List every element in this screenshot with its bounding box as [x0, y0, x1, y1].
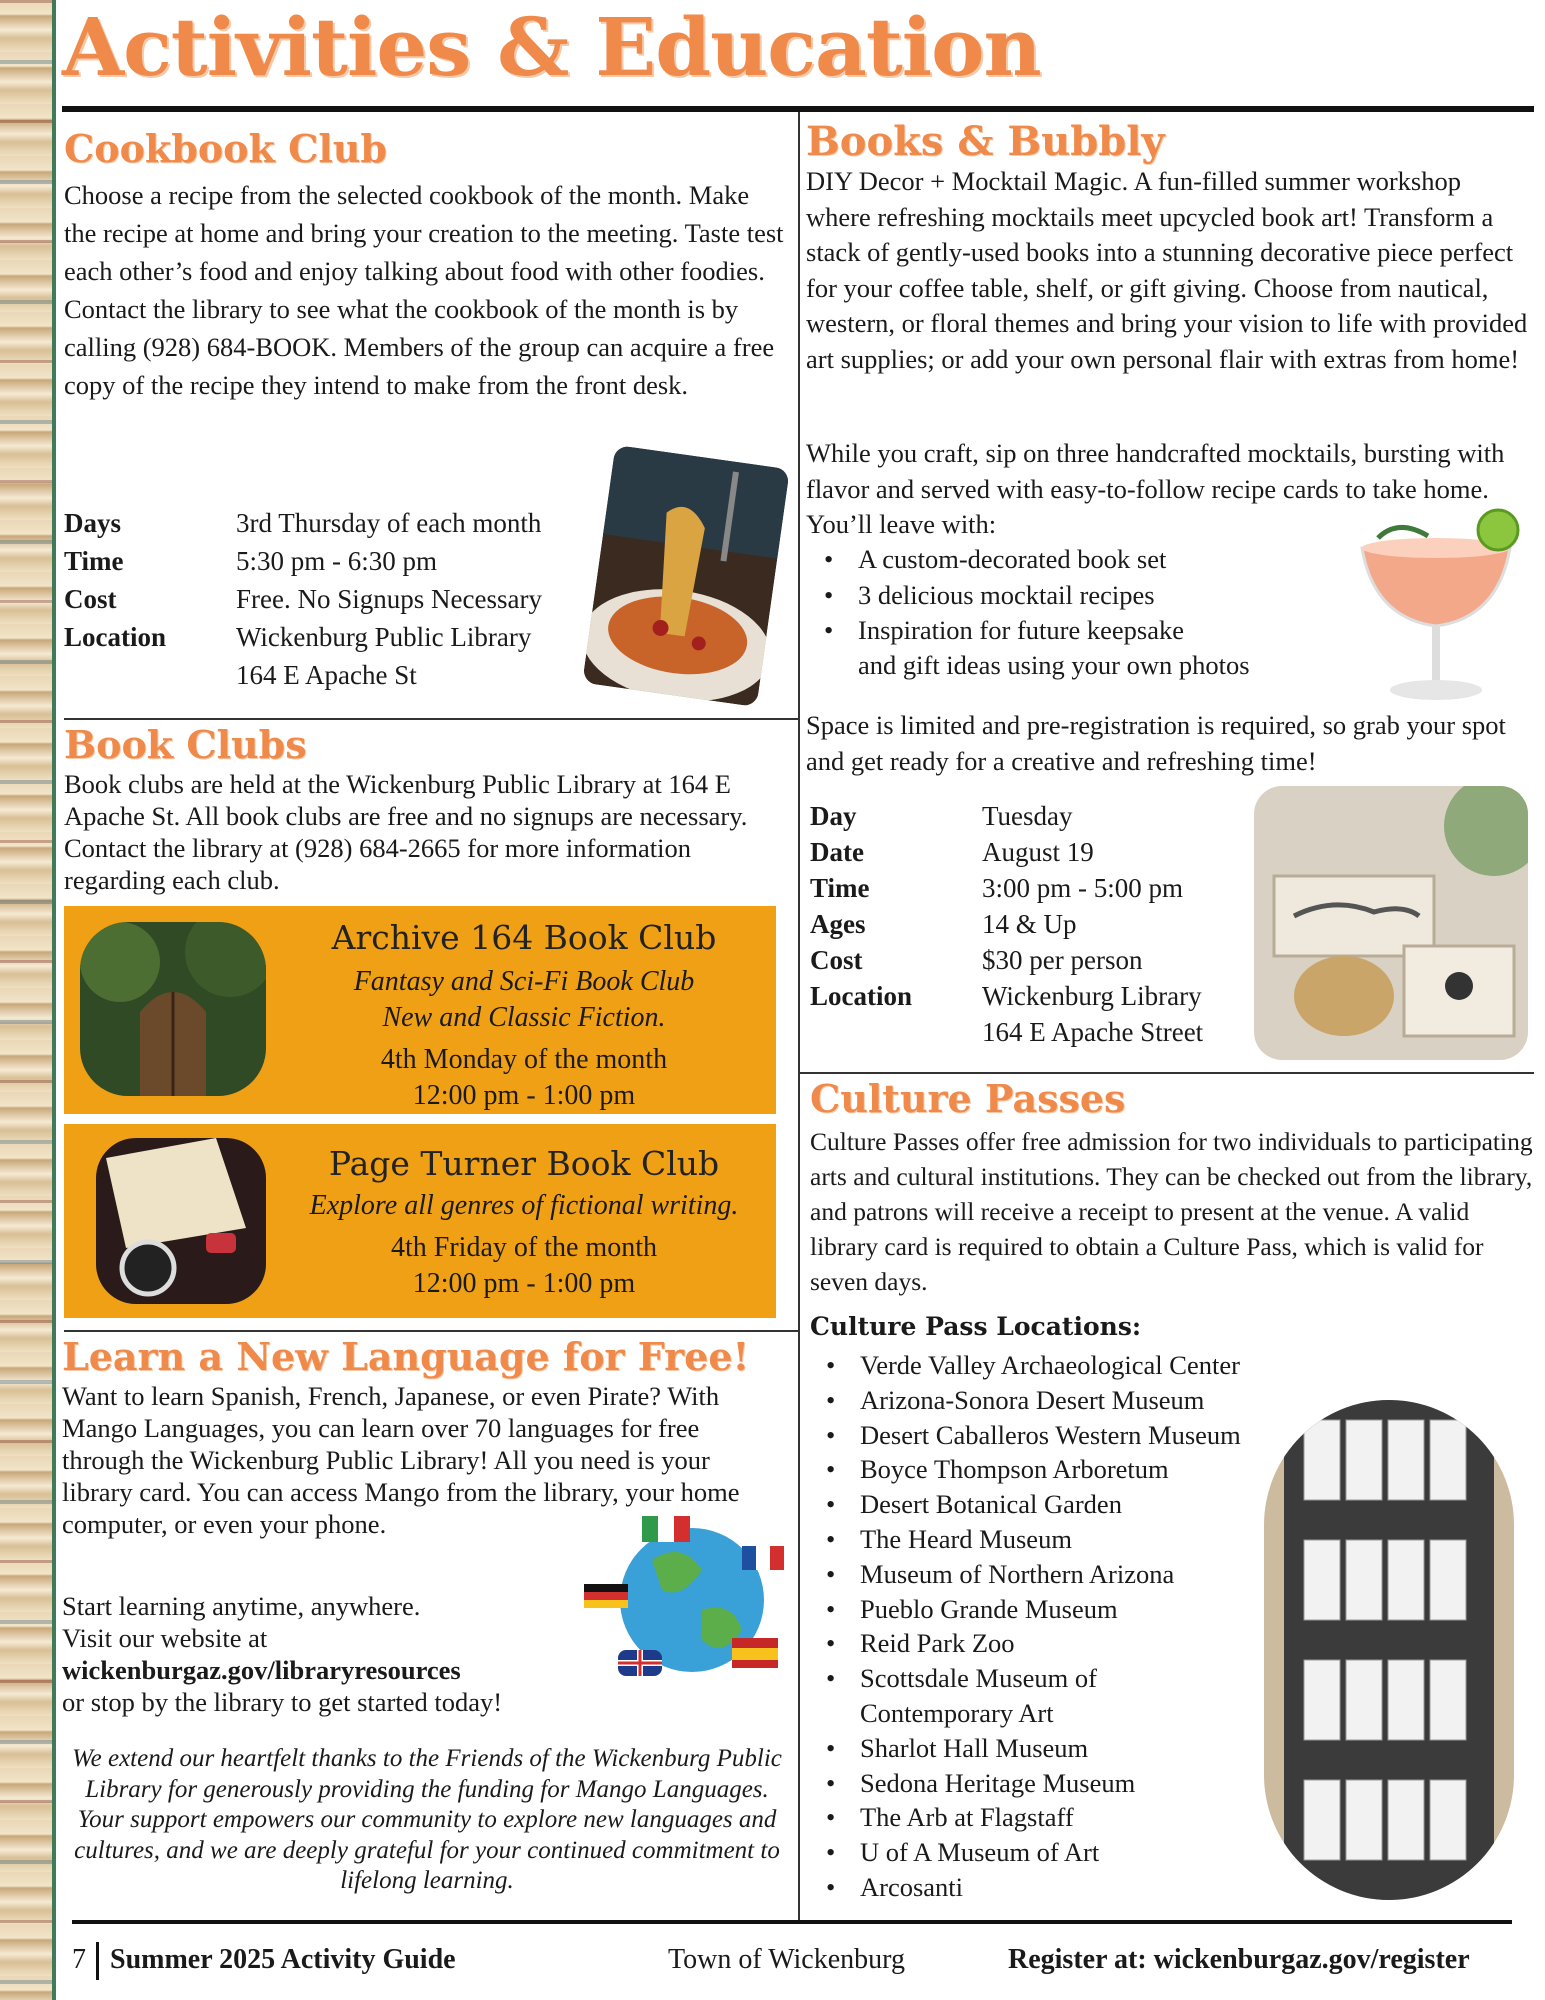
club-genre: Fantasy and Sci-Fi Book Club — [353, 966, 695, 997]
section-divider — [64, 1330, 798, 1332]
detail-label: Cost — [810, 945, 863, 975]
language-description: Want to learn Spanish, French, Japanese, or even Pirate? With Mango Languages, you can learn over 70 languages for free through the Wickenburg Public Library! All you need is your library card. You can access Mango from the library, your home computer, or even your phone. — [62, 1381, 740, 1539]
column-divider — [798, 112, 800, 1920]
detail-value: 3rd Thursday of each month — [236, 508, 542, 538]
culture-pass-locations-list — [808, 1348, 1308, 1905]
book-clubs-description: Book clubs are held at the Wickenburg Public Library at 164 E Apache St. All book clubs are free and no signups are necessary. Contact the library at (928) 684-2665 for more information regarding each club. — [64, 769, 748, 895]
book-clubs-heading: Book Clubs — [64, 722, 307, 767]
detail-value: 3:00 pm - 5:00 pm — [982, 873, 1183, 903]
books-bubbly-craft-text: While you craft, sip on three handcrafted mocktails, bursting with flavor and served with easy-to-follow recipe cards to take home. You’ll leave with: — [806, 438, 1505, 539]
detail-label: Location — [64, 622, 167, 652]
page-number: 7 — [72, 1944, 86, 1975]
detail-value: 164 E Apache Street — [982, 1017, 1204, 1047]
page-turner-book-club-card — [64, 1124, 776, 1318]
list-item: • Museum of Northern Arizona — [808, 1557, 1308, 1592]
club-time: 12:00 pm - 1:00 pm — [412, 1268, 636, 1299]
page-title: Activities & Education — [62, 0, 1041, 94]
town-name: Town of Wickenburg — [668, 1944, 905, 1975]
section-divider — [800, 1072, 1534, 1074]
storybook-door-image — [80, 922, 266, 1096]
detail-value: Wickenburg Public Library — [236, 622, 532, 652]
list-item-continuation: Contemporary Art — [860, 1697, 1054, 1728]
list-item: • Arizona-Sonora Desert Museum — [808, 1383, 1308, 1418]
footer-separator — [96, 1942, 99, 1980]
detail-value: 164 E Apache St — [236, 660, 417, 690]
culture-passes-heading: Culture Passes — [810, 1076, 1126, 1121]
reading-book-image — [96, 1138, 266, 1304]
list-item: • Verde Valley Archaeological Center — [808, 1348, 1308, 1383]
books-bubbly-details — [810, 798, 1250, 1058]
detail-value: Tuesday — [982, 801, 1073, 831]
detail-label: Time — [64, 546, 124, 576]
cookbook-club-details — [64, 504, 624, 704]
detail-label: Day — [810, 801, 857, 831]
list-item: • A custom-decorated book set — [806, 542, 1326, 578]
list-item: • Boyce Thompson Arboretum — [808, 1452, 1308, 1487]
books-bubbly-heading: Books & Bubbly — [806, 118, 1165, 165]
culture-pass-rack-image — [1264, 1400, 1514, 1900]
list-item: • Desert Caballeros Western Museum — [808, 1418, 1308, 1453]
club-name: Page Turner Book Club — [328, 1144, 720, 1183]
club-schedule: 4th Monday of the month — [380, 1044, 668, 1075]
books-bubbly-takeaways — [806, 542, 1326, 649]
library-resources-link[interactable]: wickenburgaz.gov/libraryresources — [62, 1655, 461, 1685]
detail-value: 5:30 pm - 6:30 pm — [236, 546, 437, 576]
club-genre: Explore all genres of fictional writing. — [309, 1190, 739, 1221]
club-genre-secondary: New and Classic Fiction. — [382, 1002, 666, 1033]
culture-passes-description: Culture Passes offer free admission for two individuals to participating arts and cultural institutions. They can be checked out from the library, and patrons will receive a receipt to present at the venue. A valid library card is required to obtain a Culture Pass, which is valid for seven days. — [810, 1127, 1533, 1296]
detail-value: Wickenburg Library — [982, 981, 1202, 1011]
cookbook-club-description: Choose a recipe from the selected cookbook of the month. Make the recipe at home and bring your creation to the meeting. Taste test each other’s food and enjoy talking about food with other foodies. Contact the library to see what the cookbook of the month is by calling (928) 684-BOOK. Members of the group can acquire a free copy of the recipe they intend to make from the front desk. — [64, 180, 784, 400]
list-item: • Inspiration for future keepsake — [806, 613, 1326, 649]
club-time: 12:00 pm - 1:00 pm — [412, 1080, 636, 1111]
language-tagline: Start learning anytime, anywhere. — [62, 1591, 421, 1621]
detail-label: Date — [810, 837, 864, 867]
detail-label: Location — [810, 981, 913, 1011]
globe-flags-icon — [582, 1510, 792, 1680]
friends-of-library-thanks: We extend our heartfelt thanks to the Friends of the Wickenburg Public Library for generously providing the funding for Mango Languages. Your support empowers our community to explore new languages and cultures, and we are deeply grateful for your continued commitment to lifelong learning. — [72, 1745, 782, 1894]
list-item: • Sharlot Hall Museum — [808, 1731, 1308, 1766]
guide-title: Summer 2025 Activity Guide — [110, 1944, 456, 1975]
club-schedule: 4th Friday of the month — [391, 1232, 657, 1263]
detail-label: Ages — [810, 909, 866, 939]
list-item: • Scottsdale Museum of — [808, 1661, 1308, 1696]
archive-164-book-club-card — [64, 906, 776, 1114]
language-visit-library-text: or stop by the library to get started today! — [62, 1687, 503, 1717]
culture-pass-locations-heading: Culture Pass Locations: — [810, 1312, 1142, 1341]
register-link[interactable]: Register at: wickenburgaz.gov/register — [1008, 1944, 1470, 1975]
language-heading: Learn a New Language for Free! — [62, 1334, 750, 1379]
pasta-dish-image — [582, 445, 790, 707]
list-item: • Sedona Heritage Museum — [808, 1766, 1308, 1801]
books-bubbly-description: DIY Decor + Mocktail Magic. A fun-filled summer workshop where refreshing mocktails meet upcycled book art! Transform a stack of gently-used books into a stunning decorative piece perfect for your coffee table, shelf, or gift giving. Choose from nautical, western, or floral themes and bring your vision to life with provided art supplies; or add your own personal flair with extras from home! — [806, 166, 1528, 374]
detail-label: Time — [810, 873, 870, 903]
book-spines-border — [0, 0, 56, 2000]
list-item: • Pueblo Grande Museum — [808, 1592, 1308, 1627]
section-divider — [64, 718, 798, 720]
list-item: • Reid Park Zoo — [808, 1626, 1308, 1661]
decorated-books-image — [1254, 786, 1528, 1060]
list-item: • Arcosanti — [808, 1870, 1308, 1905]
club-name: Archive 164 Book Club — [331, 918, 717, 957]
list-item: • 3 delicious mocktail recipes — [806, 578, 1326, 614]
list-item-continuation: and gift ideas using your own photos — [858, 650, 1250, 680]
detail-value: 14 & Up — [982, 909, 1077, 939]
list-item: • The Heard Museum — [808, 1522, 1308, 1557]
detail-label: Cost — [64, 584, 117, 614]
cookbook-club-heading: Cookbook Club — [64, 126, 387, 171]
list-item: • U of A Museum of Art — [808, 1835, 1308, 1870]
detail-value: $30 per person — [982, 945, 1143, 975]
mocktail-glass-image — [1348, 508, 1524, 708]
books-bubbly-registration-note: Space is limited and pre-registration is required, so grab your spot and get ready for a creative and refreshing time! — [806, 710, 1506, 776]
footer-divider — [72, 1920, 1512, 1924]
detail-value: Free. No Signups Necessary — [236, 584, 542, 614]
list-item: • Desert Botanical Garden — [808, 1487, 1308, 1522]
list-item: • The Arb at Flagstaff — [808, 1800, 1308, 1835]
language-visit-text: Visit our website at — [62, 1623, 268, 1653]
detail-value: August 19 — [982, 837, 1094, 867]
detail-label: Days — [64, 508, 122, 538]
